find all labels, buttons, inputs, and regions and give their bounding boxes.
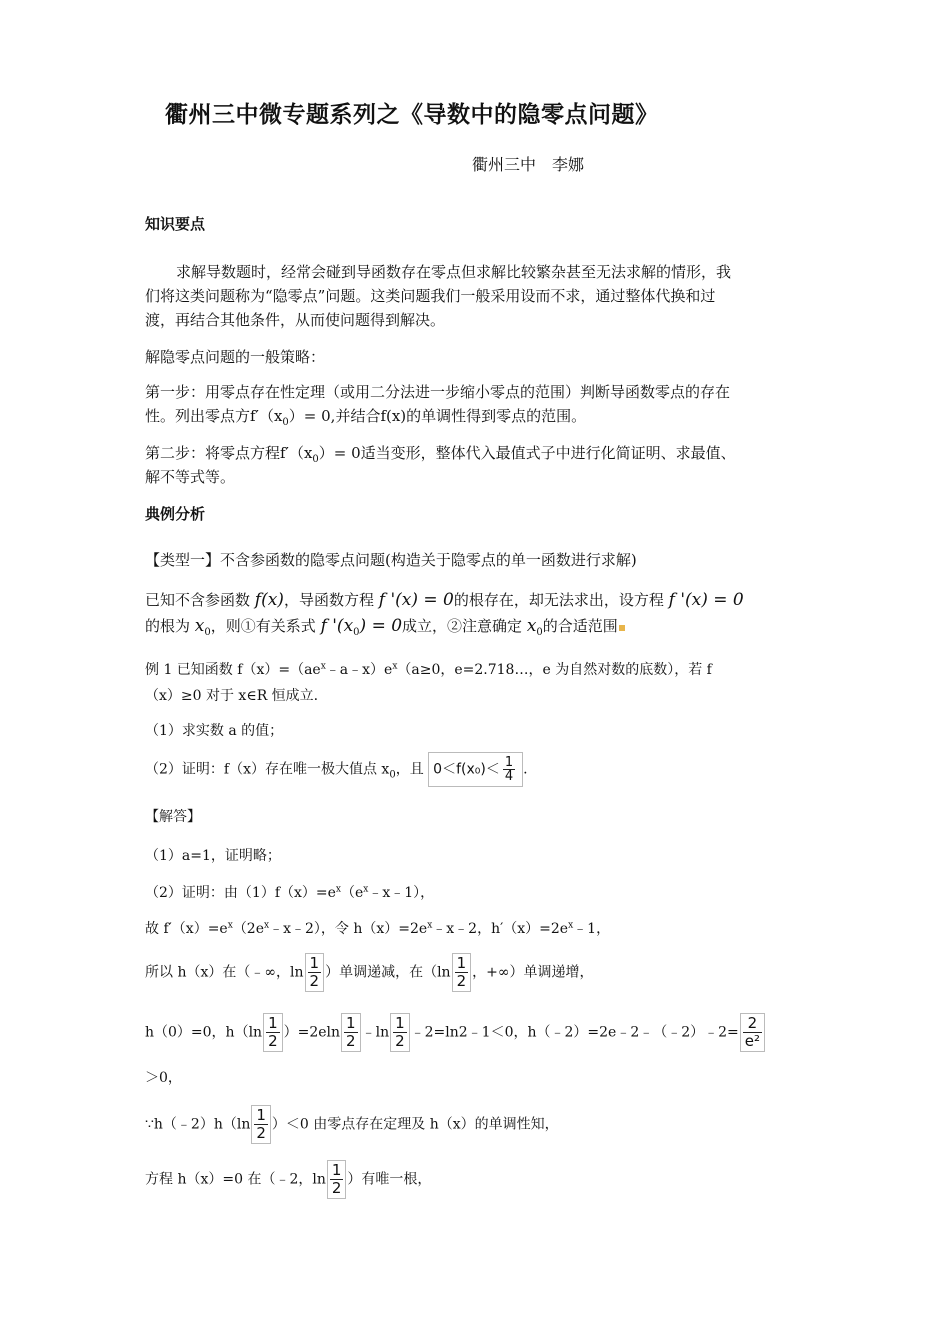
text: ﹣a﹣x）e	[325, 662, 393, 678]
formula: f '(x) = 0	[378, 590, 454, 610]
marker-icon	[619, 625, 625, 631]
inequality-image	[428, 752, 523, 787]
text: 所以 h（x）在（﹣∞，ln	[145, 964, 304, 981]
subscript: 0	[389, 769, 396, 781]
document-title: 衢州三中微专题系列之《导数中的隐零点问题》	[165, 101, 659, 128]
text: ）=2eln	[283, 1024, 341, 1041]
answer-2	[145, 882, 434, 902]
text: （2）证明：f（x）存在唯一极大值点 x	[145, 761, 390, 778]
superscript: x	[568, 920, 574, 931]
text: ）有唯一根，	[347, 1171, 432, 1188]
example1-line1	[145, 659, 712, 679]
numerator: 1	[504, 755, 514, 770]
fraction-half	[305, 953, 325, 992]
denominator: 2	[309, 972, 320, 990]
text: 已知不含参函数	[145, 591, 251, 609]
paragraph-line: 渡，再结合其他条件，从而使问题得到解决。	[145, 311, 446, 329]
numerator: 1	[331, 1161, 342, 1179]
example1-line2: （x）≥0 对于 x∈R 恒成立.	[145, 688, 319, 704]
answer-5	[145, 1013, 766, 1052]
text: .	[523, 761, 528, 778]
heading-example-analysis: 典例分析	[145, 505, 206, 523]
answer-1: （1）a=1，证明略；	[145, 848, 281, 864]
denominator: 2	[331, 1179, 342, 1197]
step2-line2: 解不等式等。	[145, 468, 236, 486]
question-2	[145, 752, 528, 787]
text: ﹣2=ln2﹣1＜0，h（﹣2）=2e﹣2﹣（﹣2）﹣2=	[410, 1024, 739, 1041]
fraction-half	[327, 1160, 347, 1199]
text: 例 1 已知函数 f（x）=（ae	[145, 662, 321, 678]
text: ∵h（﹣2）h（ln	[145, 1116, 251, 1133]
text: 故 f′（x）=e	[145, 921, 228, 937]
text: 0＜f(x₀)＜	[433, 761, 500, 778]
text: 成立，②注意确定	[402, 617, 523, 635]
formula: f '(x	[320, 616, 354, 636]
text: ，则①有关系式	[210, 617, 316, 635]
answer-3	[145, 918, 610, 938]
text: ）= 0,并结合f(x)的单调性得到零点的范围。	[288, 407, 587, 425]
subscript: 0	[204, 627, 211, 638]
fraction	[501, 755, 517, 784]
subscript: 0	[353, 627, 360, 638]
solution-heading: 【解答】	[145, 809, 201, 825]
paragraph-line: 求解导数题时，经常会碰到导函数存在零点但求解比较繁杂甚至无法求解的情形，我	[176, 263, 732, 281]
formula: f '(x) = 0	[668, 590, 744, 610]
numerator: 1	[456, 954, 467, 972]
text: ）＜0 由零点存在定理及 h（x）的单调性知，	[271, 1116, 559, 1133]
type1-heading: 【类型一】不含参函数的隐零点问题(构造关于隐零点的单一函数进行求解)	[145, 551, 637, 569]
step1-line1: 第一步：用零点存在性定理（或用二分法进一步缩小零点的范围）判断导函数零点的存在	[145, 383, 731, 401]
denominator: e²	[744, 1032, 761, 1050]
numerator: 2	[743, 1015, 762, 1033]
heading-knowledge-points: 知识要点	[145, 215, 206, 233]
subscript: 0	[282, 417, 289, 428]
fraction-half	[390, 1013, 410, 1052]
text: 的根存在，却无法求出，设方程	[453, 591, 664, 609]
question-1: （1）求实数 a 的值；	[145, 723, 284, 739]
text: 的根为	[145, 617, 191, 635]
text: （2e	[232, 921, 265, 937]
fraction-two-over-e-squared	[740, 1013, 765, 1052]
subscript: 0	[312, 454, 319, 465]
superscript: x	[335, 884, 341, 895]
step1-line2	[145, 404, 586, 435]
denominator: 2	[395, 1032, 405, 1050]
subscript: 0	[536, 627, 543, 638]
numerator: 1	[395, 1014, 405, 1032]
superscript: x	[392, 661, 398, 672]
formula: f(x)	[254, 590, 284, 610]
text: （2）证明：由（1）f（x）=e	[145, 885, 336, 901]
text: （e	[341, 885, 364, 901]
text: 性。列出零点方f′（x	[145, 407, 283, 425]
text: h（0）=0，h（ln	[145, 1024, 263, 1041]
text: ﹣ln	[361, 1024, 390, 1041]
denominator: 2	[346, 1032, 356, 1050]
fraction-half	[263, 1013, 283, 1052]
text: 方程 h（x）=0 在（﹣2，ln	[145, 1171, 326, 1188]
text: ，导函数方程	[283, 591, 374, 609]
paragraph-line: 们将这类问题称为“隐零点”问题。这类问题我们一般采用设而不求，通过整体代换和过	[145, 287, 716, 305]
superscript: x	[427, 920, 433, 931]
numerator: 1	[346, 1014, 356, 1032]
superscript: x	[264, 920, 270, 931]
text: ，且	[395, 761, 424, 778]
answer-6: ＞0，	[145, 1070, 182, 1086]
text: 的合适范围	[542, 617, 618, 635]
author-line: 衢州三中 李娜	[472, 155, 585, 174]
text: ，+∞）单调递增，	[472, 964, 594, 981]
fraction-half	[452, 953, 472, 992]
text: ﹣x﹣2，h′（x）=2e	[432, 921, 569, 937]
numerator: 1	[309, 954, 320, 972]
answer-4	[145, 953, 594, 992]
fraction-half	[341, 1013, 361, 1052]
text: ）单调递减，在（ln	[325, 964, 451, 981]
numerator: 1	[268, 1014, 278, 1032]
text: ﹣x﹣2），令 h（x）=2e	[269, 921, 428, 937]
superscript: x	[320, 661, 326, 672]
text: 第二步：将零点方程f′（x	[145, 444, 313, 462]
formula: x	[526, 616, 537, 636]
numerator: 1	[256, 1106, 266, 1124]
text: ﹣1，	[573, 921, 611, 937]
fraction-half	[251, 1105, 271, 1144]
text: ）= 0适当变形，整体代入最值式子中进行化简证明、求最值、	[318, 444, 736, 462]
denominator: 2	[268, 1032, 278, 1050]
denominator: 4	[504, 769, 514, 784]
superscript: x	[363, 884, 369, 895]
denominator: 2	[256, 1124, 266, 1142]
root-line	[145, 614, 625, 645]
text: （a≥0，e=2.718…，e 为自然对数的底数），若 f	[397, 662, 712, 678]
answer-7	[145, 1105, 559, 1144]
formula: ) = 0	[359, 616, 403, 636]
formula: x	[194, 616, 205, 636]
text: ﹣x﹣1），	[368, 885, 435, 901]
strategy-intro: 解隐零点问题的一般策略：	[145, 348, 326, 366]
answer-8	[145, 1160, 431, 1199]
known-line	[145, 588, 744, 612]
denominator: 2	[456, 972, 467, 990]
superscript: x	[227, 920, 233, 931]
